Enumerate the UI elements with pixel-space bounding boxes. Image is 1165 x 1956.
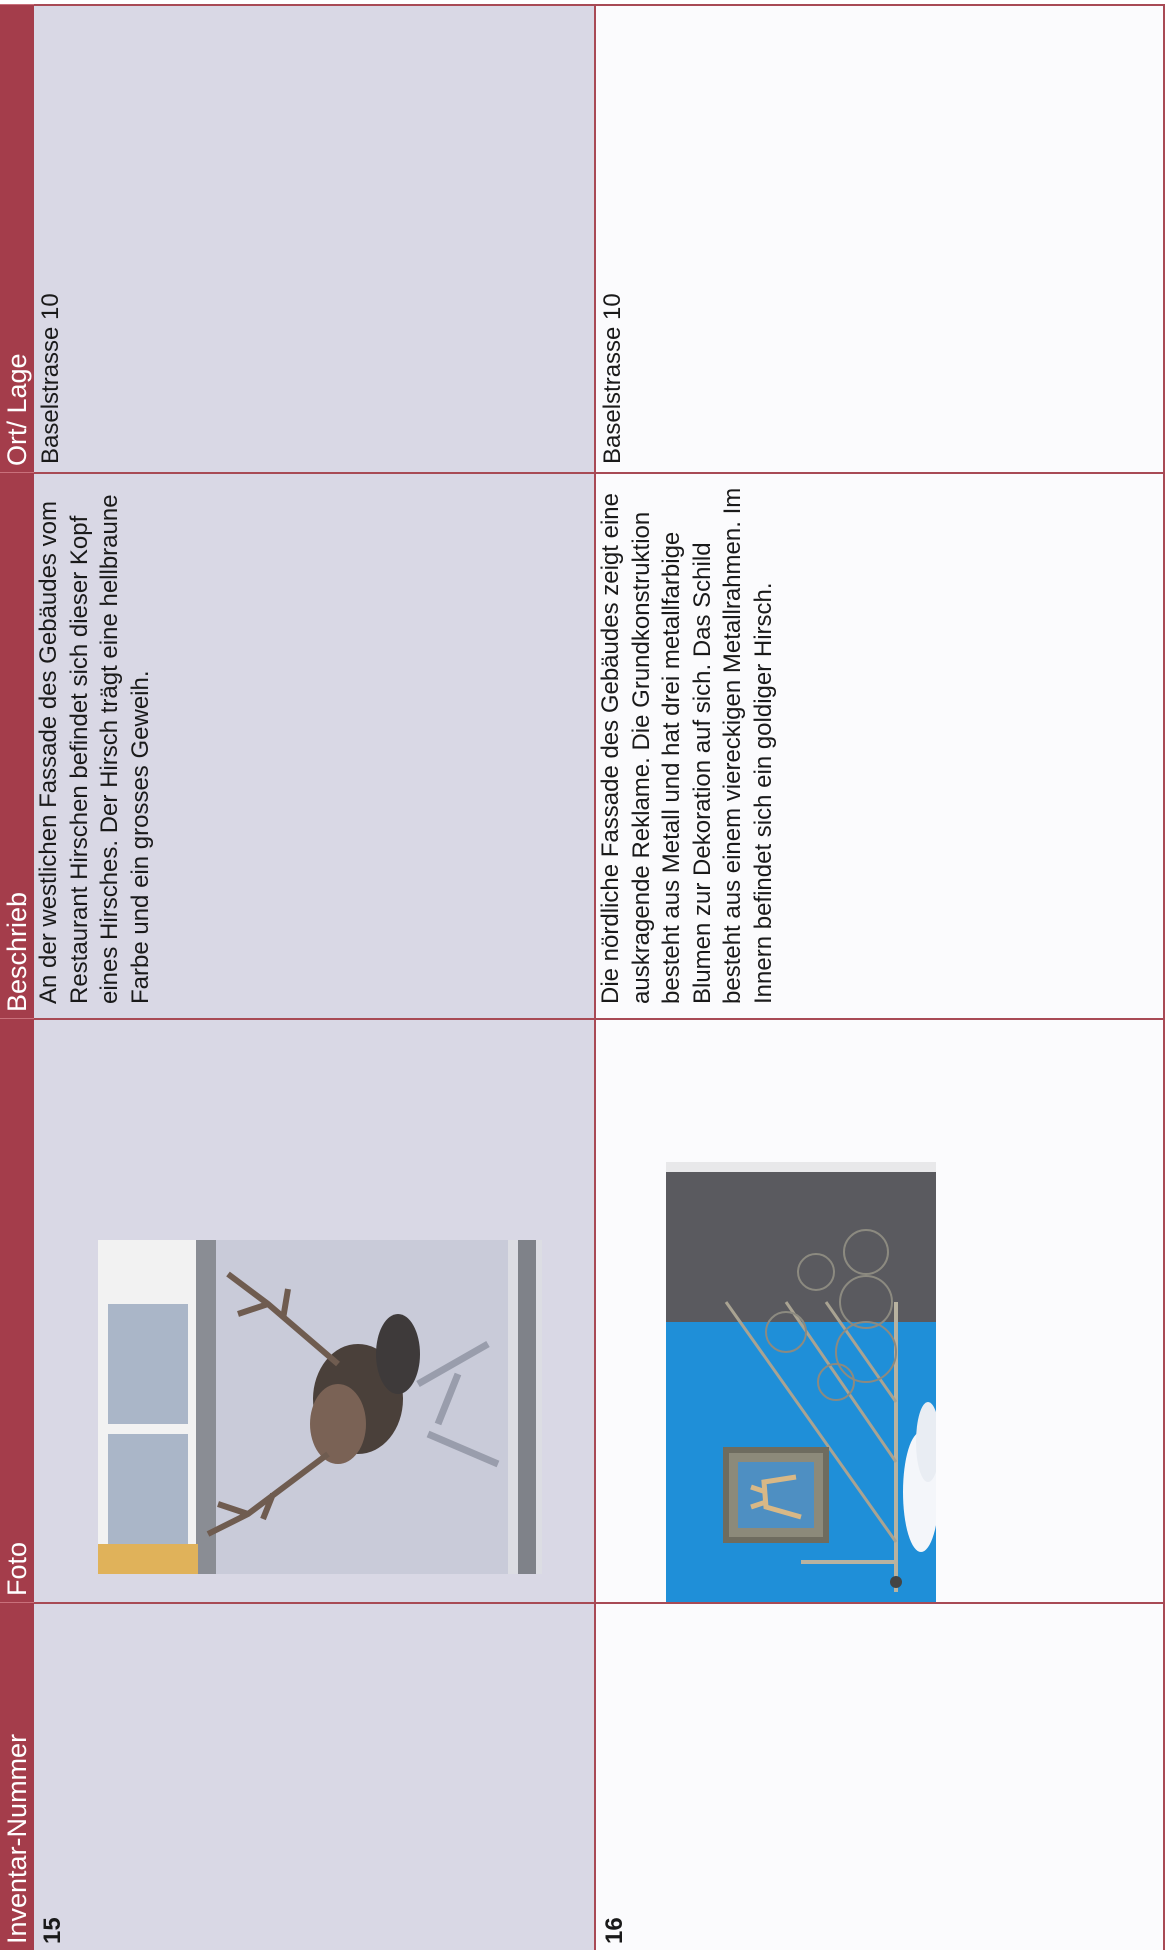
row-15-number: 15	[34, 1602, 596, 1950]
hanging-sign-photo	[666, 1162, 936, 1602]
row-15-description-cell	[34, 472, 596, 1018]
row-16-number: 16	[596, 1602, 1165, 1950]
row-16-photo-cell	[596, 1018, 1165, 1602]
inventory-table	[0, 4, 1165, 1950]
stag-head-photo	[98, 1240, 542, 1574]
header-photo: Foto	[0, 1018, 34, 1602]
row-15-location: Baselstrasse 10	[34, 4, 596, 472]
row-16-description-cell	[596, 472, 1165, 1018]
row-15-description: An der westlichen Fassade des Gebäudes vom Restaurant Hirschen befindet sich dieser Kopf eines Hirsches. Der Hirsch trägt eine hellbraune Farbe und ein grosses Geweih.	[35, 494, 154, 1004]
row-16-location: Baselstrasse 10	[596, 4, 1165, 472]
header-location: Ort/ Lage	[0, 4, 34, 472]
row-15-photo-cell	[34, 1018, 596, 1602]
header-inventory-number: Inventar-Nummer	[0, 1602, 34, 1950]
row-16-description: Die nördliche Fassade des Gebäudes zeigt eine auskragende Reklame. Die Grundkonstruktion besteht aus Metall und hat drei metallfarbige Blumen zur Dekoration auf sich. Das Schild besteht aus einem viereckigen Metallrahmen. Im Innern befindet sich ein goldiger Hirsch.	[597, 487, 777, 1004]
header-description: Beschrieb	[0, 472, 34, 1018]
